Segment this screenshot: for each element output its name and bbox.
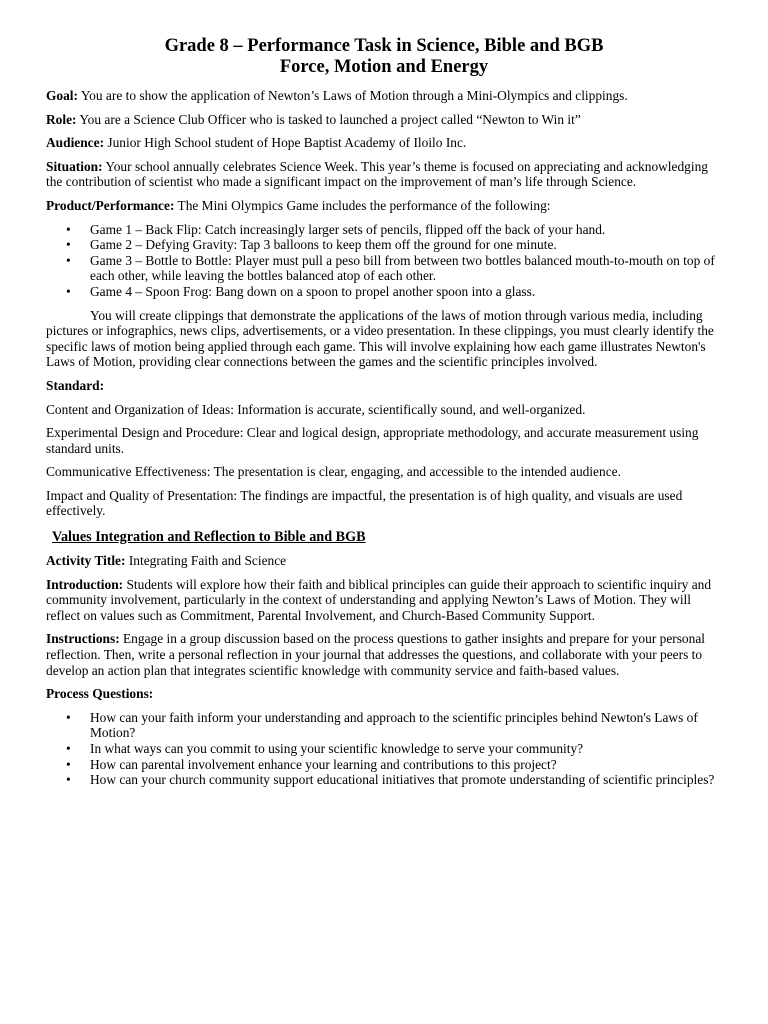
list-item: • In what ways can you commit to using your scientific knowledge to serve your community?: [90, 741, 722, 757]
activity-label: Activity Title:: [46, 553, 126, 569]
activity-text: Integrating Faith and Science: [125, 553, 287, 569]
introduction-paragraph: [46, 577, 722, 624]
standard-item: Communicative Effectiveness: The presentation is clear, engaging, and accessible to the intended audience.: [46, 464, 621, 480]
audience-text: Junior High School student of Hope Baptist Academy of Iloilo Inc.: [104, 135, 467, 151]
situation-paragraph: [46, 159, 722, 190]
introduction-text: Students will explore how their faith and biblical principles can guide their approach to scientific inquiry and community involvement, particularly in the context of understanding and applying Newton’s Laws of Motion. They will reflect on values such as Commitment, Parental Involvement, and Church-Based Community Support.: [46, 576, 712, 623]
standard-item: Experimental Design and Procedure: Clear and logical design, appropriate methodology, and accurate measurement using standard units.: [46, 425, 699, 456]
goal-text: You are to show the application of Newton’s Laws of Motion through a Mini-Olympics and clippings.: [78, 88, 628, 103]
list-item: • How can parental involvement enhance your learning and contributions to this project?: [90, 757, 722, 773]
situation-label: Situation:: [46, 158, 103, 174]
process-questions-label: Process Questions:: [46, 686, 154, 702]
title-line-1: Grade 8 – Performance Task in Science, Bible and BGB: [164, 36, 604, 56]
product-label: Product/Performance:: [46, 197, 175, 213]
product-paragraph: [46, 198, 722, 214]
list-item: • How can your church community support educational initiatives that promote understanding of scientific principles?: [90, 772, 722, 788]
instructions-label: Instructions:: [46, 631, 120, 647]
games-list: [46, 222, 722, 300]
role-text: You are a Science Club Officer who is tasked to launched a project called “Newton to Win it”: [76, 111, 581, 127]
instructions-text: Engage in a group discussion based on the process questions to gather insights and prepare for your personal reflection. Then, write a personal reflection in your journal that addresses the questions, and collaborate with your peers to develop an action plan that integrates scientific knowledge with community service and faith-based values.: [46, 631, 705, 678]
role-paragraph: [46, 112, 722, 128]
standard-item: Content and Organization of Ideas: Information is accurate, scientifically sound, and well-organized.: [46, 401, 586, 417]
instructions-paragraph: [46, 631, 722, 678]
clippings-paragraph: You will create clippings that demonstrate the applications of the laws of motion through various media, including pictures or infographics, news clips, advertisements, or a video presentation. In these clippings, you must clearly identify the specific laws of motion being applied through each game. This will involve explaining how each game illustrates Newton's Laws of Motion, providing clear connections between the games and the scientific principles involved.: [46, 307, 714, 370]
list-item: • Game 4 – Spoon Frog: Bang down on a spoon to propel another spoon into a glass.: [90, 284, 722, 300]
values-heading: Values Integration and Reflection to Bible and BGB: [52, 529, 366, 546]
goal-paragraph: [46, 88, 722, 104]
audience-paragraph: [46, 135, 722, 151]
standard-item: Impact and Quality of Presentation: The findings are impactful, the presentation is of high quality, and visuals are used effectively.: [46, 487, 683, 519]
audience-label: Audience:: [46, 135, 105, 151]
situation-text: Your school annually celebrates Science Week. This year’s theme is focused on appreciating and acknowledging the contribution of scientist who made a significant impact on the improvement of man’s life through Science.: [46, 158, 708, 190]
role-label: Role:: [46, 111, 77, 127]
list-item: • Game 3 – Bottle to Bottle: Player must pull a peso bill from between two bottles balanced mouth-to-mouth on top of each other, while leaving the bottles balanced atop of each other.: [90, 253, 722, 284]
list-item: • How can your faith inform your understanding and approach to the scientific principles behind Newton's Laws of Motion?: [90, 710, 722, 741]
process-questions-list: [46, 710, 722, 788]
product-text: The Mini Olympics Game includes the performance of the following:: [174, 197, 551, 213]
goal-label: Goal:: [46, 88, 78, 103]
list-item: • Game 2 – Defying Gravity: Tap 3 balloons to keep them off the ground for one minute.: [90, 237, 722, 253]
activity-paragraph: [46, 553, 722, 569]
title-line-2: Force, Motion and Energy: [279, 57, 489, 77]
page-title: [46, 36, 722, 78]
introduction-label: Introduction:: [46, 576, 124, 592]
standard-label: Standard:: [46, 377, 105, 393]
list-item: • Game 1 – Back Flip: Catch increasingly larger sets of pencils, flipped off the back of your hand.: [90, 222, 722, 238]
